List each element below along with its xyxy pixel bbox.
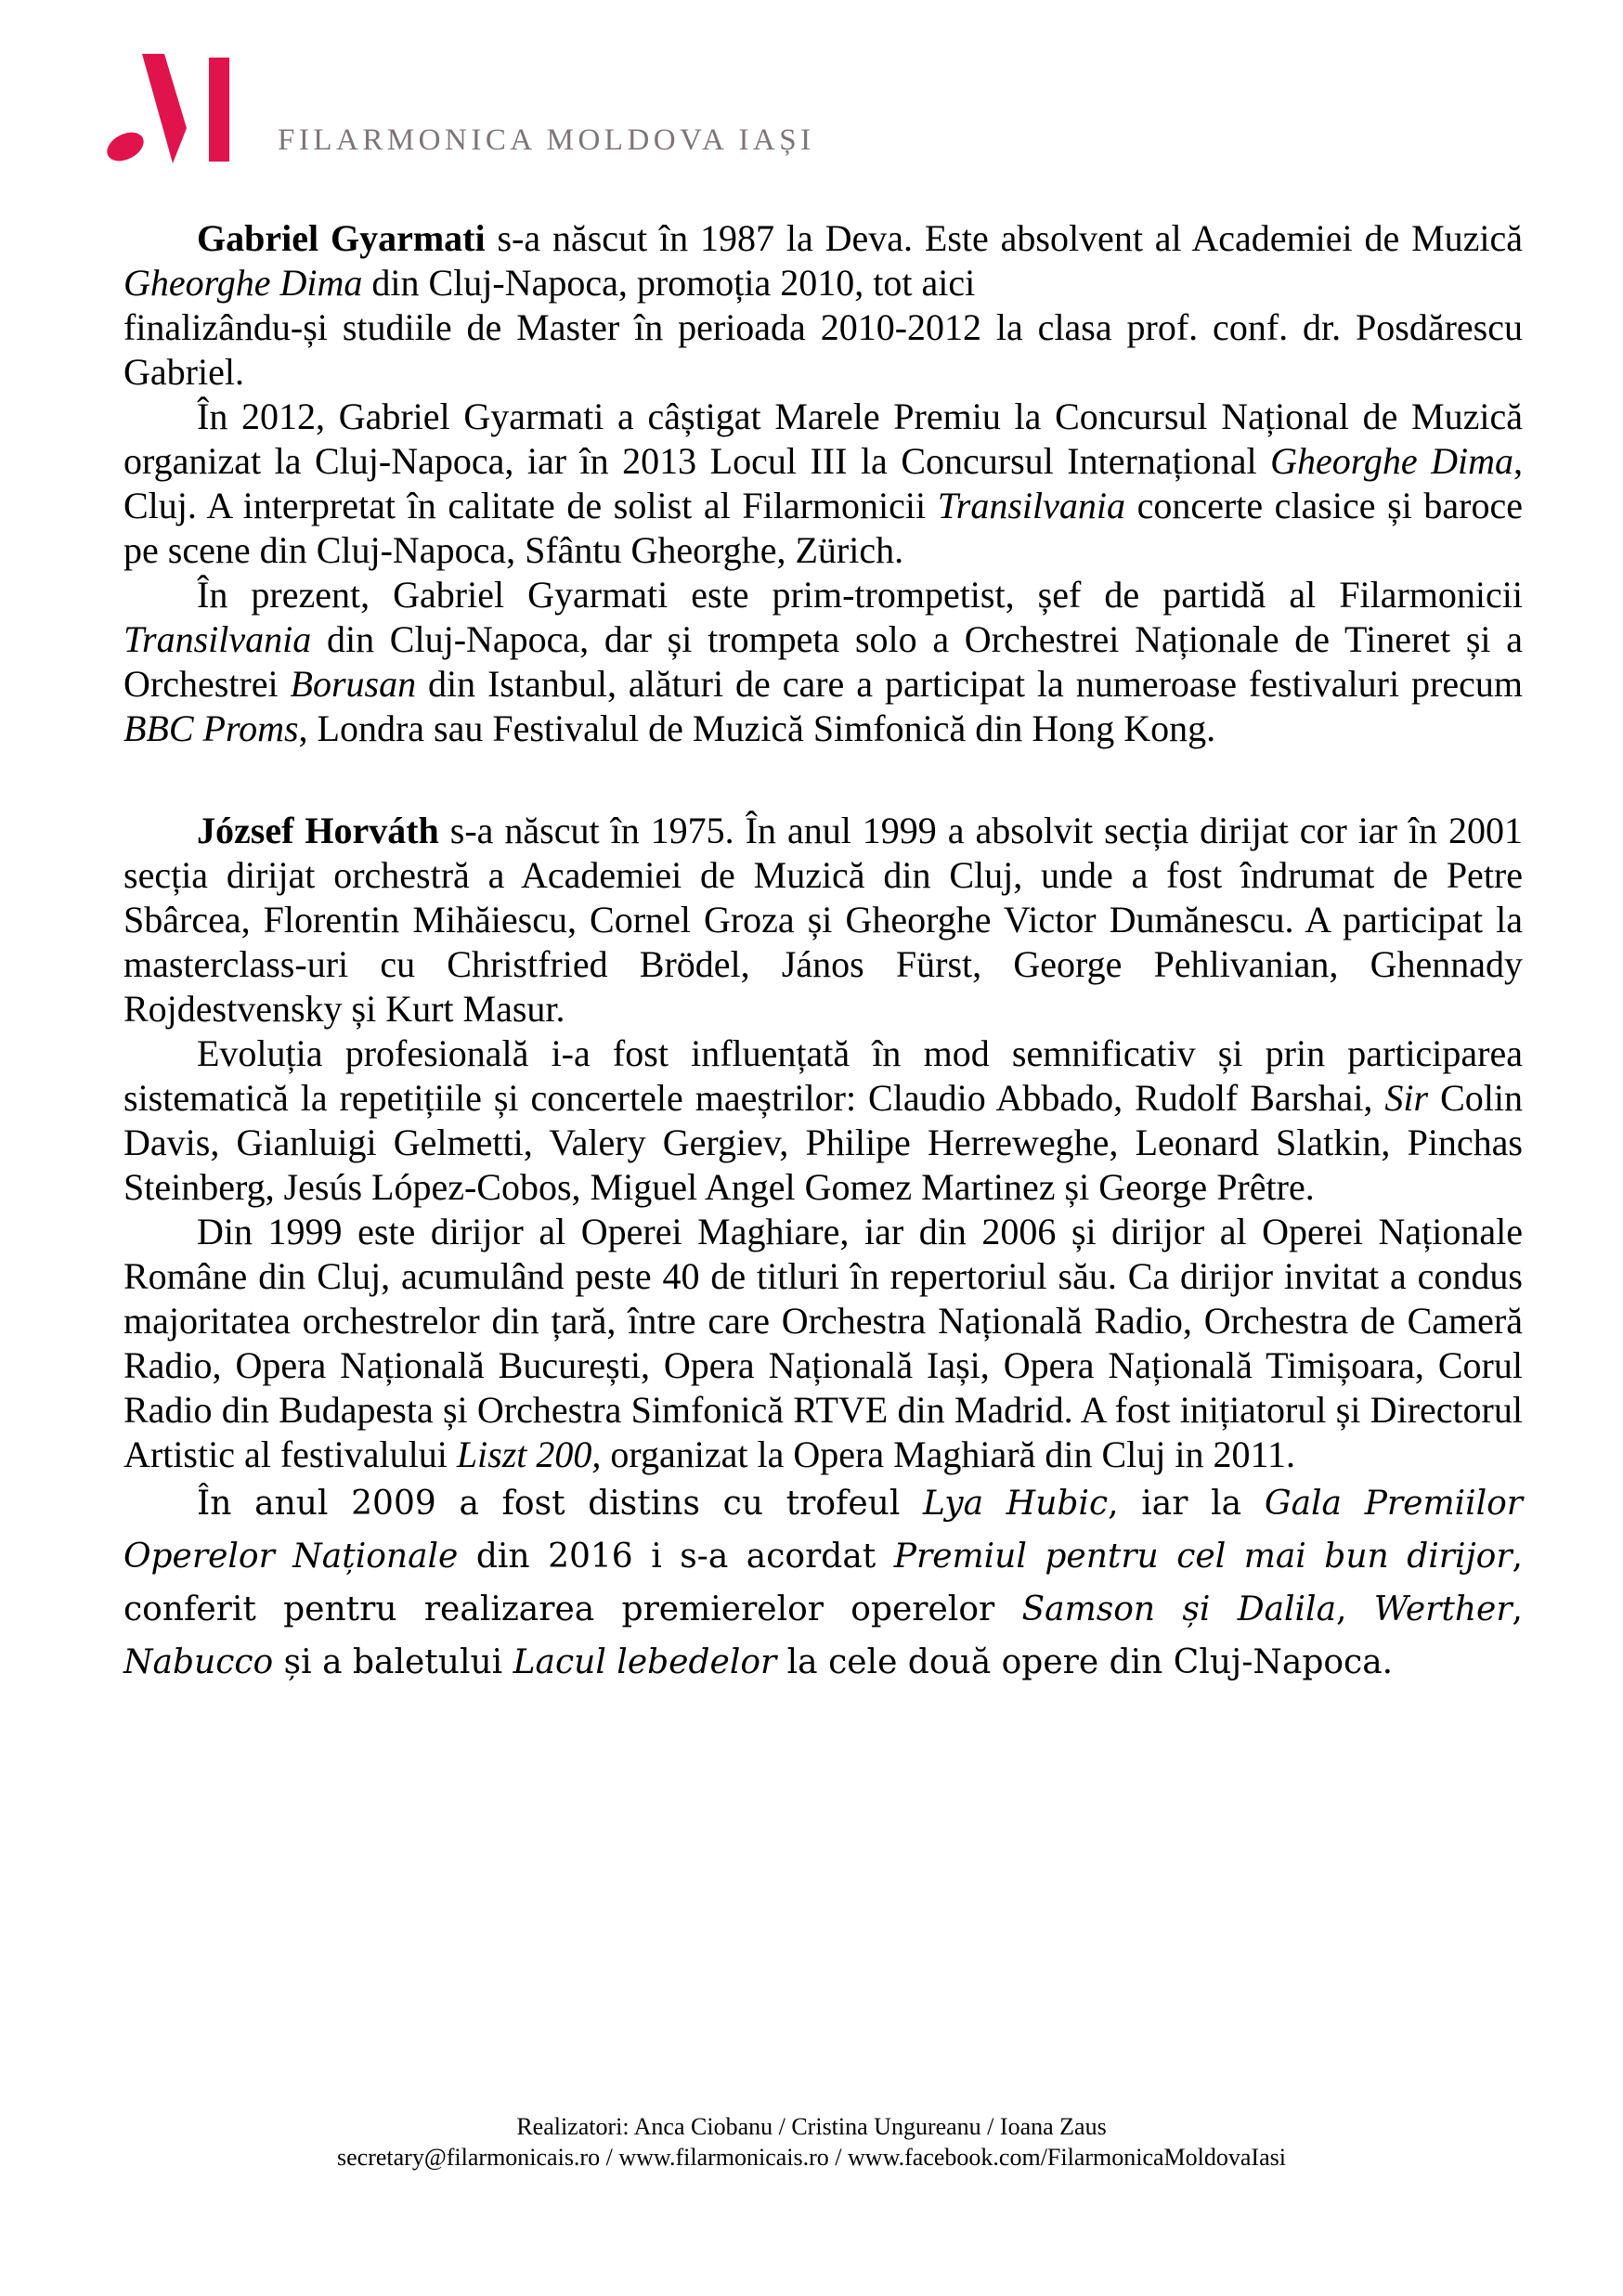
organization-name: FILARMONICA MOLDOVA IAȘI — [278, 123, 815, 157]
text-run: din Cluj-Napoca, dar și trompeta solo a Orchestrei Naționale de Tineret și a Orchestrei — [123, 618, 1523, 705]
text-run: Lacul lebedelor — [513, 1643, 777, 1681]
text-run: , — [1512, 1590, 1523, 1628]
text-run: s-a născut în 1987 la Deva. Este absolvent al Academiei de Muzică — [485, 217, 1524, 259]
text-run: Gala Premiilor Operelor Naționale — [123, 1485, 1524, 1576]
document-body — [123, 216, 1523, 1689]
text-run: , — [1336, 1590, 1374, 1628]
text-run: Samson și Dalila — [1021, 1590, 1337, 1628]
text-run: din Cluj-Napoca, promoția 2010, tot aici — [362, 262, 976, 304]
text-run: din Istanbul, alături de care a participat la numeroase festivaluri precum — [416, 663, 1523, 705]
logo-dot — [102, 126, 149, 166]
page-footer — [0, 2111, 1623, 2173]
paragraph — [123, 1210, 1523, 1477]
text-run: din 2016 i s-a acordat — [458, 1537, 894, 1576]
text-run: , Londra sau Festivalul de Muzică Simfonică din Hong Kong. — [298, 707, 1216, 749]
text-run: În prezent, Gabriel Gyarmati este prim-trompetist, șef de partidă al Filarmonicii — [197, 574, 1523, 616]
text-run: și a baletului — [273, 1643, 513, 1681]
footer-contacts: secretary@filarmonicais.ro / www.filarmonicais.ro / www.facebook.com/FilarmonicaMoldovaIasi — [337, 2144, 1286, 2171]
text-run: În 2012, Gabriel Gyarmati a câștigat Marele Premiu la Concursul Național de Muzică organizat la Cluj-Napoca, iar în 2013 Locul III la Concursul Internațional — [123, 396, 1523, 482]
text-run: Borusan — [290, 663, 417, 705]
bio-section-jozsef-horvath — [123, 809, 1523, 1689]
text-run: Lya Hubic — [923, 1485, 1109, 1523]
text-run: Evoluția profesională i-a fost influențată în mod semnificativ și prin participarea sistematică la repetițiile și concertele maeștrilor: Claudio Abbado, Rudolf Barshai, — [123, 1032, 1523, 1119]
text-run: Werther — [1373, 1590, 1513, 1628]
text-run: , Cluj. A interpretat în calitate de solist al Filarmonicii — [123, 440, 1523, 526]
text-run: BBC Proms — [123, 707, 299, 749]
paragraph — [123, 573, 1523, 751]
text-run: Transilvania — [937, 485, 1125, 526]
text-run: la cele două opere din Cluj-Napoca. — [776, 1643, 1394, 1681]
text-run: , iar la — [1108, 1485, 1265, 1523]
text-run: Gheorghe Dima — [1270, 440, 1513, 482]
text-run: Nabucco — [123, 1643, 274, 1681]
filarmonica-m-logo — [95, 50, 234, 166]
footer-credits: Realizatori: Anca Ciobanu / Cristina Ungureanu / Ioana Zaus — [516, 2113, 1107, 2140]
text-run: Gheorghe Dima — [123, 262, 363, 304]
paragraph — [123, 216, 1523, 395]
text-run: József Horváth — [197, 810, 439, 851]
text-run: s-a născut în 1975. În anul 1999 a absolvit secția dirijat cor iar în 2001 secția dirijat orchestră a Academiei de Muzică din Cluj, unde a fost îndrumat de Petre Sbârcea, Florentin Mihăiescu, Cornel Groza și Gheorghe Victor Dumănescu. A participat la masterclass-uri cu Christfried Brödel, János Fürst, George Pehlivanian, Ghennady Rojdestvensky și Kurt Masur. — [123, 810, 1524, 1030]
text-run: Liszt 200, — [456, 1433, 602, 1475]
paragraph — [123, 395, 1523, 573]
text-run: Sir — [1384, 1077, 1429, 1119]
paragraph — [123, 1031, 1523, 1210]
text-run: concerte clasice și baroce pe scene din Cluj-Napoca, Sfântu Gheorghe, Zürich. — [123, 485, 1523, 571]
text-run: Din 1999 este dirijor al Operei Maghiare, iar din 2006 și dirijor al Operei Naționale Române din Cluj, acumulând peste 40 de titluri în repertoriul său. Ca dirijor invitat a condus majoritatea orchestrelor din țară, între care Orchestra Națională Radio, Orchestra de Cameră Radio, Opera Națională București, Opera Națională Iași, Opera Națională Timișoara, Corul Radio din Budapesta și Orchestra Simfonică RTVE din Madrid. A fost inițiatorul și Directorul Artistic al festivalului — [123, 1211, 1523, 1475]
text-run: Gabriel Gyarmati — [197, 217, 486, 259]
text-run: , conferit pentru realizarea premierelor operelor — [123, 1537, 1523, 1628]
text-run: finalizându-și studiile de Master în perioada 2010-2012 la clasa prof. conf. dr. Posdărescu Gabriel. — [123, 306, 1523, 393]
text-run: Colin Davis, Gianluigi Gelmetti, Valery Gergiev, Philipe Herreweghe, Leonard Slatkin, Pinchas Steinberg, Jesús López-Cobos, Miguel Angel Gomez Martinez și George Prêtre. — [123, 1077, 1524, 1208]
text-run: Premiul pentru cel mai bun dirijor — [893, 1537, 1513, 1576]
bio-section-gabriel-gyarmati — [123, 216, 1523, 751]
paragraph — [123, 809, 1523, 1031]
text-run: În anul 2009 a fost distins cu trofeul — [197, 1485, 924, 1523]
text-run: organizat la Opera Maghiară din Cluj in 2011. — [601, 1433, 1295, 1475]
logo-diagonal-stroke — [142, 54, 187, 163]
paragraph — [123, 1477, 1523, 1689]
logo-vertical-bar — [209, 58, 229, 162]
text-run: Transilvania — [123, 618, 312, 660]
